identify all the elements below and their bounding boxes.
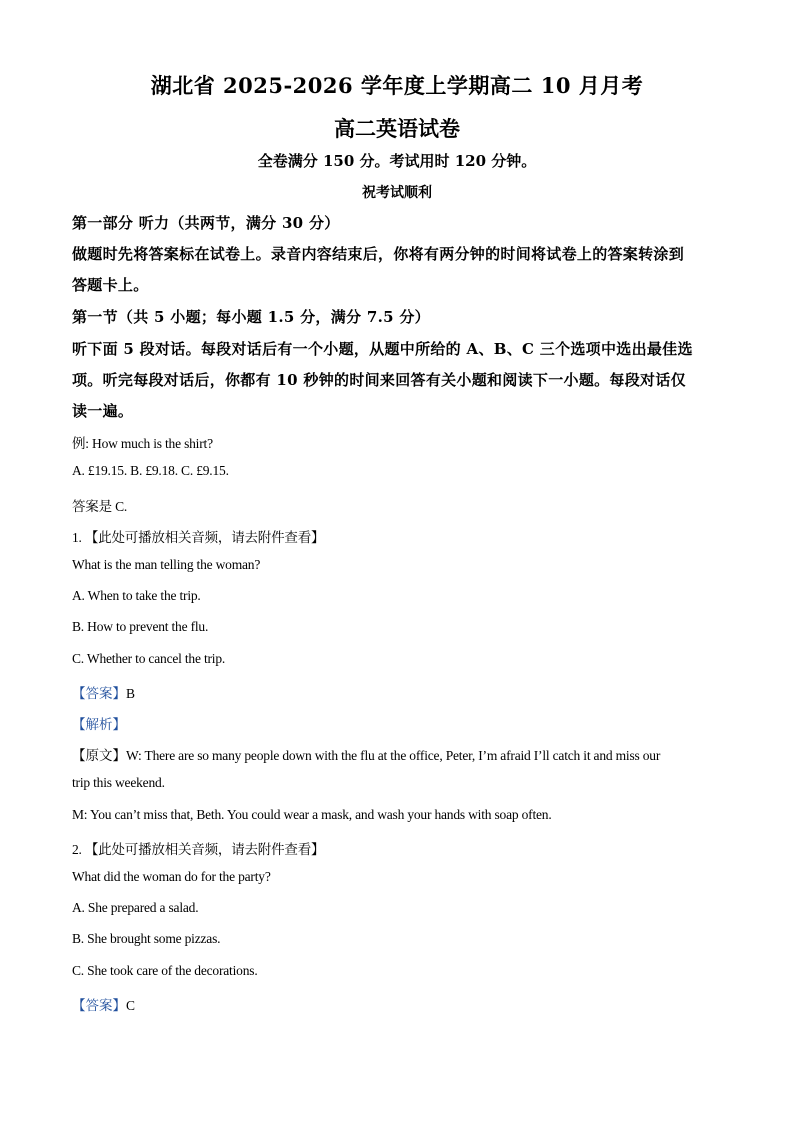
exam-info: 全卷满分 150 分。考试用时 120 分钟。 xyxy=(257,152,537,170)
section1-heading: 第一节（共 5 小题；每小题 1.5 分，满分 7.5 分） xyxy=(72,308,430,326)
example-question: 例: How much is the shirt? xyxy=(72,436,213,451)
q1-question: What is the man telling the woman? xyxy=(72,557,261,572)
part1-instruction-line2: 答题卡上。 xyxy=(72,276,149,294)
part1-instruction-line1: 做题时先将答案标在试卷上。录音内容结束后，你将有两分钟的时间将试卷上的答案转涂到 xyxy=(72,245,685,263)
q1-source-line3: M: You can’t miss that, Beth. You could wear a mask, and wash your hands with soap often. xyxy=(72,807,552,822)
q2-option-b: B. She brought some pizzas. xyxy=(72,931,221,946)
q2-number-line: 2. 【此处可播放相关音频，请去附件查看】 xyxy=(72,842,325,857)
section1-instruction-line3: 读一遍。 xyxy=(72,402,134,420)
q2-option-a: A. She prepared a salad. xyxy=(72,900,199,915)
q1-source-line1: W: There are so many people down with the flu at the office, Peter, I’m afraid I’ll catch it and miss our xyxy=(126,748,661,763)
part1-heading: 第一部分 听力（共两节，满分 30 分） xyxy=(72,214,340,232)
example-answer: 答案是 C. xyxy=(72,499,128,514)
q1-number-line: 1. 【此处可播放相关音频，请去附件查看】 xyxy=(72,530,325,545)
q2-answer xyxy=(72,994,724,1014)
section1-instruction-line2: 项。听完每段对话后，你都有 10 秒钟的时间来回答有关小题和阅读下一小题。每段对话仅 xyxy=(72,371,686,389)
q1-option-a: A. When to take the trip. xyxy=(72,588,201,603)
q1-source xyxy=(72,744,724,764)
q2-question: What did the woman do for the party? xyxy=(72,869,271,884)
example-options: A. £19.15. B. £9.18. C. £9.15. xyxy=(72,463,229,478)
q1-option-c: C. Whether to cancel the trip. xyxy=(72,651,226,666)
q2-answer-tag: 【答案】 xyxy=(72,998,126,1014)
q1-answer-value: B xyxy=(126,686,136,701)
q1-source-tag: 【原文】 xyxy=(72,748,126,764)
exam-subtitle: 高二英语试卷 xyxy=(334,116,460,141)
q1-analysis xyxy=(72,713,724,733)
q1-answer xyxy=(72,682,724,702)
section1-instruction-line1: 听下面 5 段对话。每段对话后有一个小题，从题中所给的 A、B、C 三个选项中选出最佳选 xyxy=(72,340,693,358)
q1-source-line2: trip this weekend. xyxy=(72,775,165,790)
q1-option-b: B. How to prevent the flu. xyxy=(72,619,209,634)
q2-option-c: C. She took care of the decorations. xyxy=(72,963,258,978)
q1-analysis-tag: 【解析】 xyxy=(72,717,126,733)
exam-title: 湖北省 2025-2026 学年度上学期高二 10 月月考 xyxy=(150,73,644,98)
q2-answer-value: C xyxy=(126,998,136,1013)
exam-wish: 祝考试顺利 xyxy=(362,185,432,201)
q1-answer-tag: 【答案】 xyxy=(72,686,126,702)
